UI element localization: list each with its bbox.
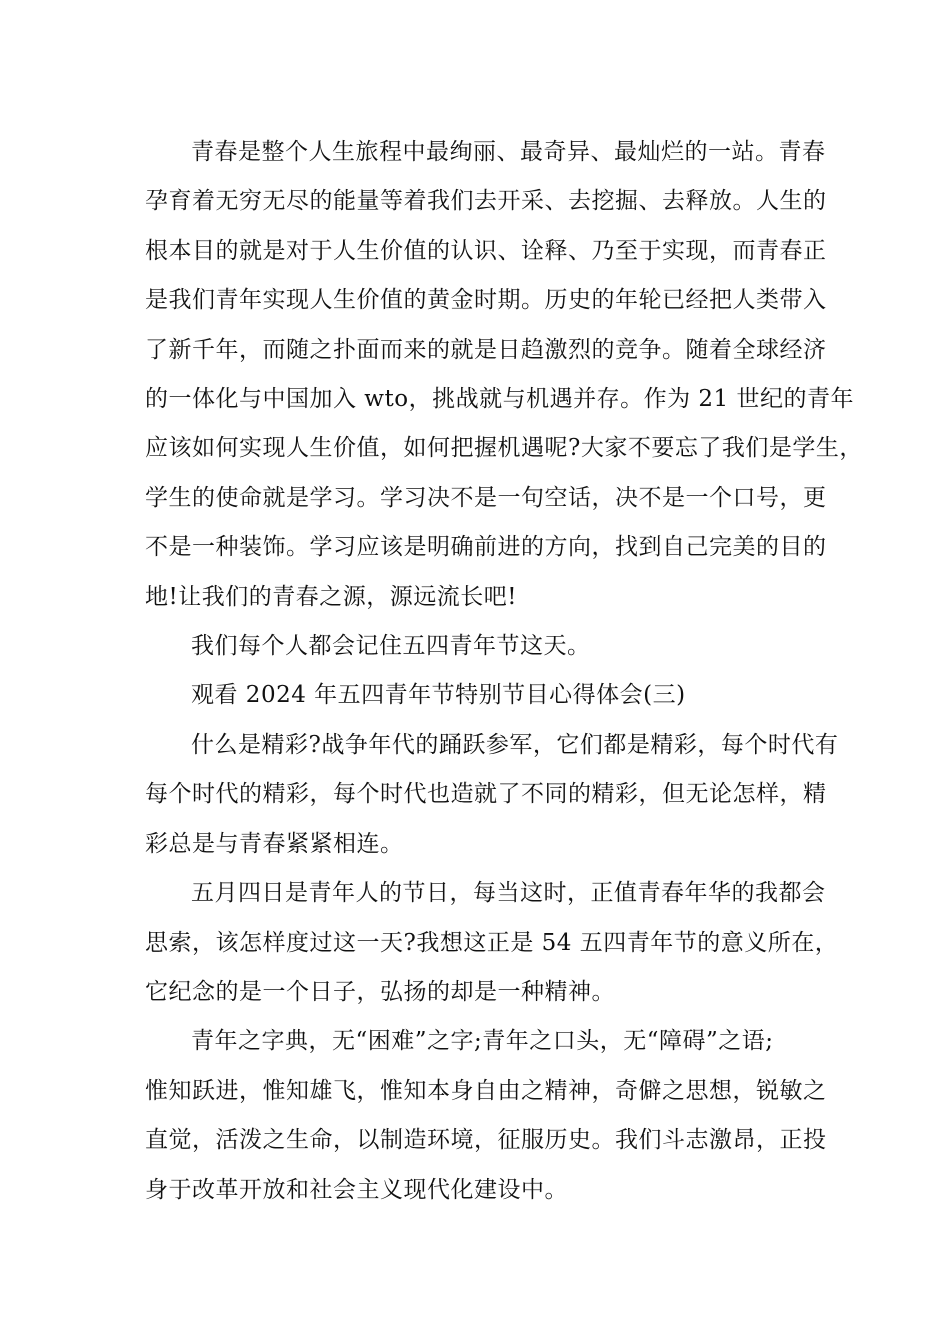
text-line: 每个时代的精彩，每个时代也造就了不同的精彩，但无论怎样，精 <box>145 781 827 808</box>
text-line: 是我们青年实现人生价值的黄金时期。历史的年轮已经把人类带入 <box>145 287 827 314</box>
text-line: 应该如何实现人生价值，如何把握机遇呢?大家不要忘了我们是学生， <box>145 435 863 462</box>
text-line: 什么是精彩?战争年代的踊跃参军，它们都是精彩，每个时代有 <box>191 731 839 758</box>
text-line: 直觉，活泼之生命，以制造环境，征服历史。我们斗志激昂，正投 <box>145 1127 827 1154</box>
text-line: 观看 2024 年五四青年节特别节目心得体会(三) <box>191 682 686 709</box>
text-line: 彩总是与青春紧紧相连。 <box>145 830 404 857</box>
paragraph <box>145 622 825 671</box>
text-line: 学生的使命就是学习。学习决不是一句空话，决不是一个口号，更 <box>145 484 827 511</box>
text-line: 不是一种装饰。学习应该是明确前进的方向，找到自己完美的目的 <box>145 534 827 561</box>
paragraph <box>145 721 839 869</box>
text-line: 青春是整个人生旅程中最绚丽、最奇异、最灿烂的一站。青春 <box>191 139 826 165</box>
paragraph <box>145 1017 825 1215</box>
text-line: 身于改革开放和社会主义现代化建设中。 <box>145 1176 568 1203</box>
paragraph <box>145 128 863 622</box>
text-line: 五月四日是青年人的节日，每当这时，正值青春年华的我都会 <box>191 880 826 907</box>
text-line: 我们每个人都会记住五四青年节这天。 <box>191 633 591 660</box>
text-line: 它纪念的是一个日子，弘扬的却是一种精神。 <box>145 978 615 1005</box>
text-line: 的一体化与中国加入 wto，挑战就与机遇并存。作为 21 世纪的青年 <box>145 386 854 413</box>
section-heading <box>145 671 825 720</box>
text-line: 地!让我们的青春之源，源远流长吧! <box>145 583 517 610</box>
paragraph <box>145 869 839 1017</box>
text-line: 思索，该怎样度过这一天?我想这正是 54 五四青年节的意义所在， <box>145 929 839 956</box>
text-line: 了新千年，而随之扑面而来的就是日趋激烈的竞争。随着全球经济 <box>145 336 827 363</box>
document-body <box>145 128 863 1215</box>
text-line: 孕育着无穷无尽的能量等着我们去开采、去挖掘、去释放。人生的 <box>145 188 827 215</box>
text-line: 青年之字典，无“困难”之字;青年之口头，无“障碍”之语; <box>191 1028 774 1055</box>
text-line: 惟知跃进，惟知雄飞，惟知本身自由之精神，奇僻之思想，锐敏之 <box>145 1077 827 1104</box>
text-line: 根本目的就是对于人生价值的认识、诠释、乃至于实现，而青春正 <box>145 237 827 264</box>
